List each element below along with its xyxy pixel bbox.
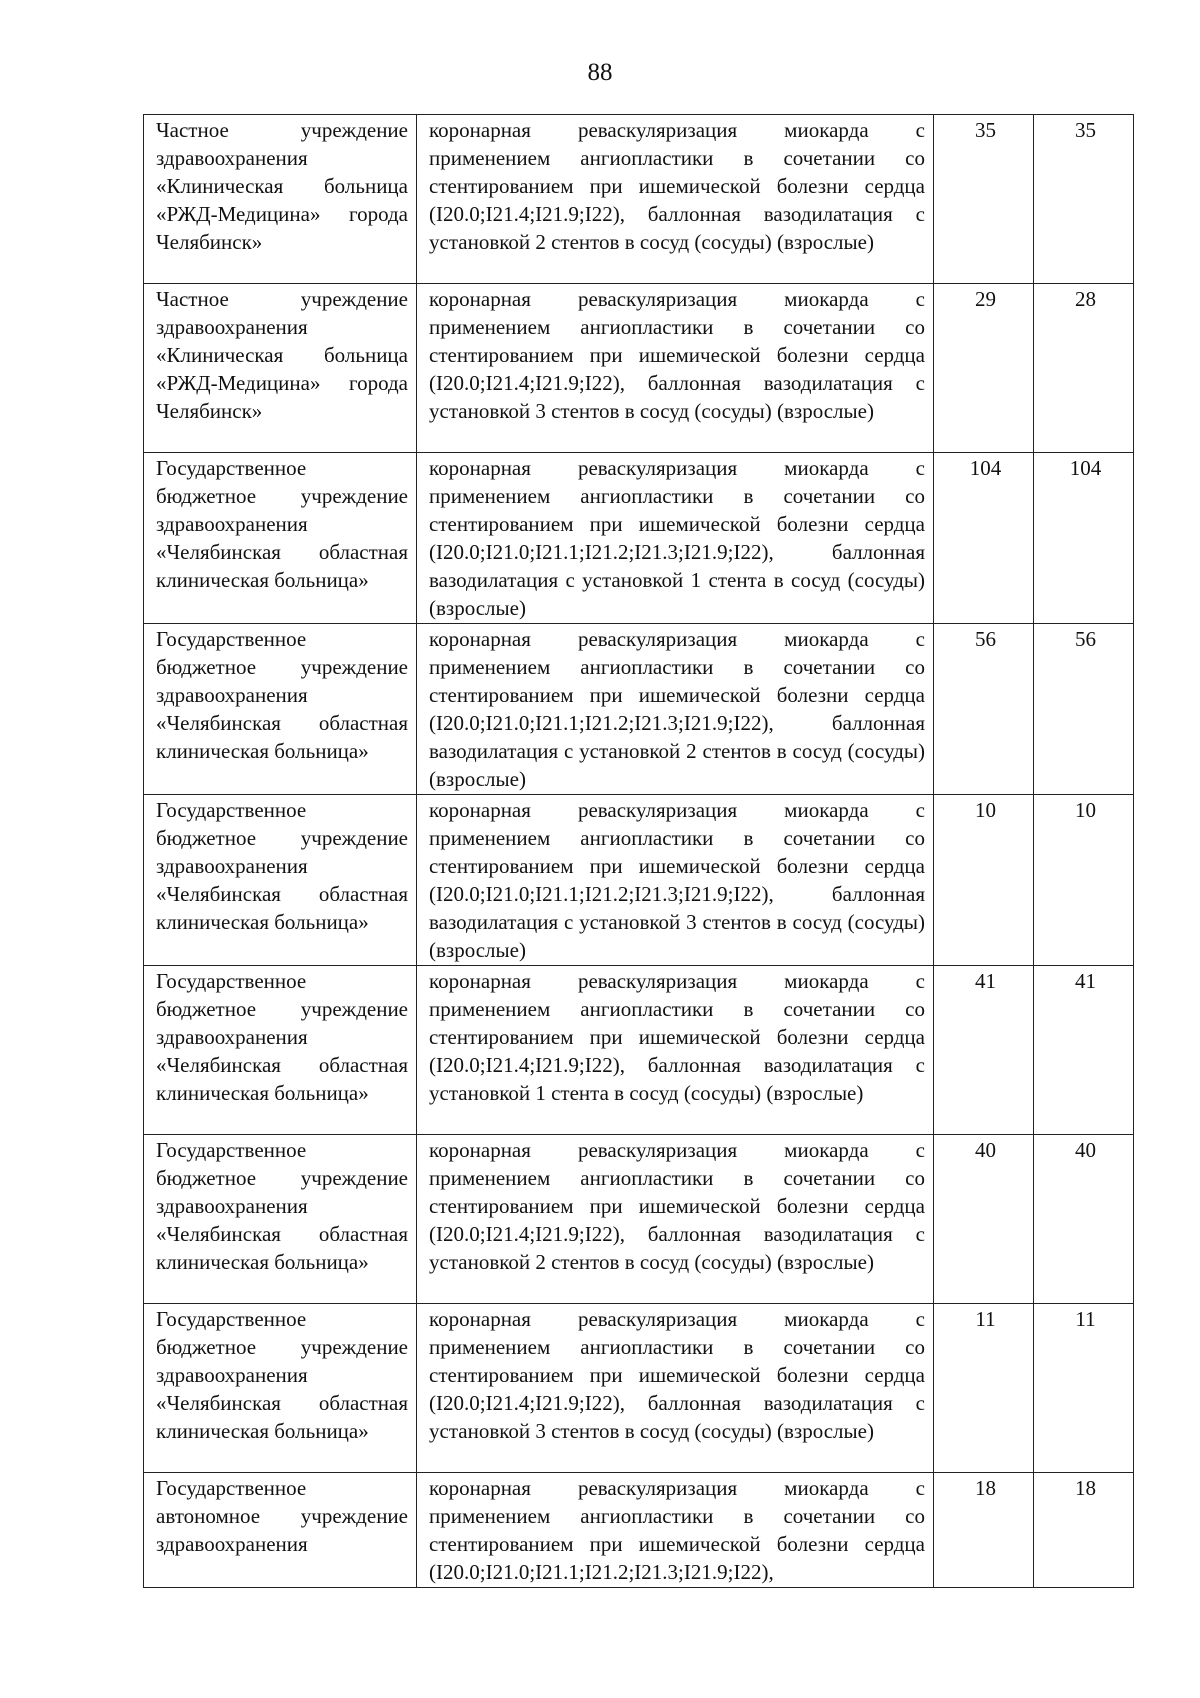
value-2-cell: 28 [1034,284,1134,453]
organization-cell: Государственное автономное учреждение здравоохранения [144,1473,417,1588]
service-cell: коронарная реваскуляризация миокарда с применением ангиопластики в сочетании со стентированием при ишемической болезни сердца (I20.0;I21.0;I21.1;I21.2;I21.3;I21.9;I22), баллонная вазодилатация с установкой 2 стентов в сосуд (сосуды) (взрослые) [417,624,934,795]
service-cell: коронарная реваскуляризация миокарда с применением ангиопластики в сочетании со стентированием при ишемической болезни сердца (I20.0;I21.0;I21.1;I21.2;I21.3;I21.9;I22), баллонная вазодилатация с установкой 1 стента в сосуд (сосуды) (взрослые) [417,453,934,624]
table-row [144,624,1134,795]
value-2-cell: 104 [1034,453,1134,624]
organization-cell: Государственное бюджетное учреждение здравоохранения «Челябинская областная клиническая больница» [144,624,417,795]
organization-cell: Частное учреждение здравоохранения «Клиническая больница «РЖД-Медицина» города Челябинск» [144,115,417,284]
value-1-cell: 29 [934,284,1034,453]
service-cell: коронарная реваскуляризация миокарда с применением ангиопластики в сочетании со стентированием при ишемической болезни сердца (I20.0;I21.4;I21.9;I22), баллонная вазодилатация с установкой 2 стентов в сосуд (сосуды) (взрослые) [417,115,934,284]
organization-cell: Государственное бюджетное учреждение здравоохранения «Челябинская областная клиническая больница» [144,966,417,1135]
value-1-cell: 41 [934,966,1034,1135]
value-1-cell: 104 [934,453,1034,624]
quota-table [143,114,1134,1588]
organization-cell: Государственное бюджетное учреждение здравоохранения «Челябинская областная клиническая больница» [144,1304,417,1473]
service-cell: коронарная реваскуляризация миокарда с применением ангиопластики в сочетании со стентированием при ишемической болезни сердца (I20.0;I21.4;I21.9;I22), баллонная вазодилатация с установкой 3 стентов в сосуд (сосуды) (взрослые) [417,284,934,453]
table-row [144,1304,1134,1473]
table-row [144,115,1134,284]
table-row [144,795,1134,966]
service-cell: коронарная реваскуляризация миокарда с применением ангиопластики в сочетании со стентированием при ишемической болезни сердца (I20.0;I21.4;I21.9;I22), баллонная вазодилатация с установкой 1 стента в сосуд (сосуды) (взрослые) [417,966,934,1135]
organization-cell: Государственное бюджетное учреждение здравоохранения «Челябинская областная клиническая больница» [144,795,417,966]
value-2-cell: 11 [1034,1304,1134,1473]
organization-cell: Государственное бюджетное учреждение здравоохранения «Челябинская областная клиническая больница» [144,453,417,624]
value-1-cell: 56 [934,624,1034,795]
service-cell: коронарная реваскуляризация миокарда с применением ангиопластики в сочетании со стентированием при ишемической болезни сердца (I20.0;I21.0;I21.1;I21.2;I21.3;I21.9;I22), баллонная вазодилатация с установкой 3 стентов в сосуд (сосуды) (взрослые) [417,795,934,966]
value-1-cell: 10 [934,795,1034,966]
table-row [144,284,1134,453]
value-2-cell: 41 [1034,966,1134,1135]
value-2-cell: 18 [1034,1473,1134,1588]
organization-cell: Частное учреждение здравоохранения «Клиническая больница «РЖД-Медицина» города Челябинск» [144,284,417,453]
service-cell: коронарная реваскуляризация миокарда с применением ангиопластики в сочетании со стентированием при ишемической болезни сердца (I20.0;I21.4;I21.9;I22), баллонная вазодилатация с установкой 2 стентов в сосуд (сосуды) (взрослые) [417,1135,934,1304]
service-cell: коронарная реваскуляризация миокарда с применением ангиопластики в сочетании со стентированием при ишемической болезни сердца (I20.0;I21.0;I21.1;I21.2;I21.3;I21.9;I22), [417,1473,934,1588]
page-number: 88 [587,59,613,86]
table-row [144,453,1134,624]
table-row [144,1135,1134,1304]
value-1-cell: 18 [934,1473,1034,1588]
service-cell: коронарная реваскуляризация миокарда с применением ангиопластики в сочетании со стентированием при ишемической болезни сердца (I20.0;I21.4;I21.9;I22), баллонная вазодилатация с установкой 3 стентов в сосуд (сосуды) (взрослые) [417,1304,934,1473]
value-1-cell: 11 [934,1304,1034,1473]
table-row [144,1473,1134,1588]
value-2-cell: 10 [1034,795,1134,966]
value-2-cell: 35 [1034,115,1134,284]
value-1-cell: 35 [934,115,1034,284]
value-2-cell: 56 [1034,624,1134,795]
organization-cell: Государственное бюджетное учреждение здравоохранения «Челябинская областная клиническая больница» [144,1135,417,1304]
table-row [144,966,1134,1135]
value-2-cell: 40 [1034,1135,1134,1304]
value-1-cell: 40 [934,1135,1034,1304]
